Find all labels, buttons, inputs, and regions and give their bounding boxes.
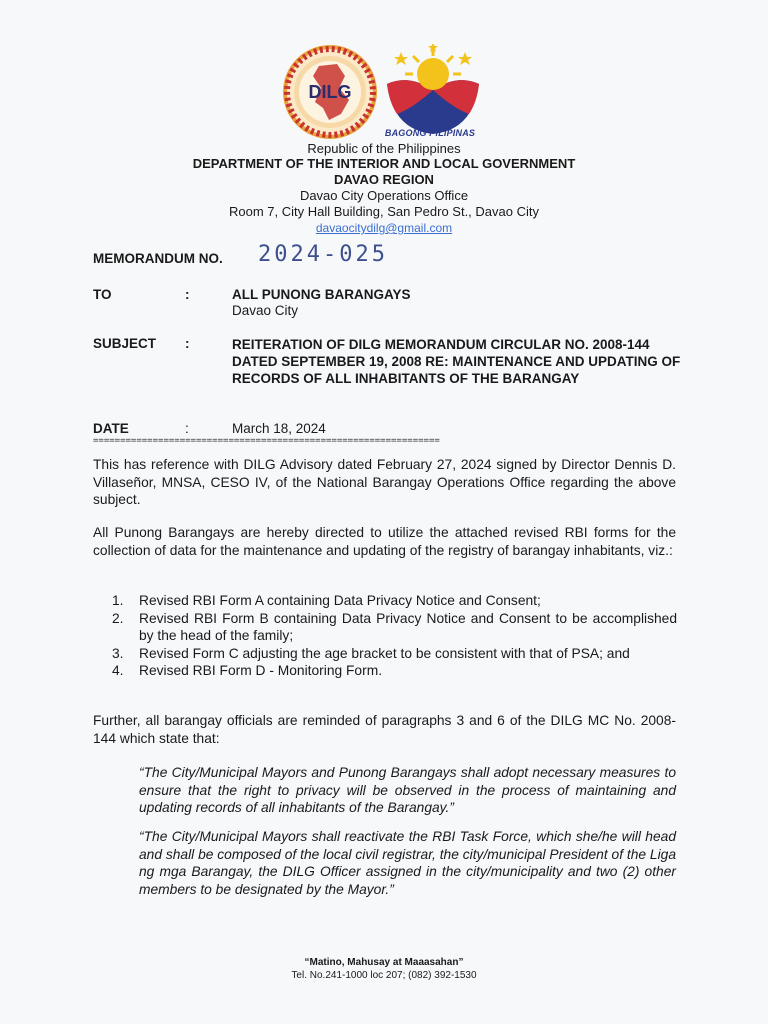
- header-logos: [279, 44, 489, 144]
- email-link[interactable]: davaocitydilg@gmail.com: [315, 221, 453, 235]
- to-value: ALL PUNONG BARANGAYS: [232, 287, 411, 302]
- dilg-seal-logo: [279, 44, 381, 140]
- to-label: TO: [93, 287, 112, 302]
- forms-list: [112, 592, 677, 680]
- list-item-text: Revised RBI Form A containing Data Privacy Notice and Consent;: [139, 593, 541, 608]
- body-paragraph-2: All Punong Barangays are hereby directed to utilize the attached revised RBI forms for the collection of data for the maintenance and updating of the registry of barangay inhabitants, viz.:: [93, 525, 676, 558]
- list-item-number: 1.: [112, 593, 124, 608]
- body-paragraph-3: Further, all barangay officials are reminded of paragraphs 3 and 6 of the DILG MC No. 2008-144 which state that:: [93, 713, 676, 746]
- subject-label: SUBJECT: [93, 336, 157, 351]
- divider-line: ================================================================: [93, 436, 440, 446]
- body-paragraph-1: This has reference with DILG Advisory dated February 27, 2024 signed by Director Dennis D. Villaseñor, MNSA, CESO IV, of the National Barangay Operations Office regarding the above subject.: [93, 457, 676, 507]
- office-name: Davao City Operations Office: [299, 188, 469, 203]
- to-colon: :: [185, 287, 190, 302]
- date-colon: :: [185, 421, 189, 436]
- subject-value: REITERATION OF DILG MEMORANDUM CIRCULAR NO. 2008-144 DATED SEPTEMBER 19, 2008 RE: MAINTENANCE AND UPDATING OF RECORDS OF ALL INHABITANTS OF THE BARANGAY: [232, 337, 681, 386]
- list-item-number: 2.: [112, 610, 124, 626]
- footer-telephone: Tel. No.241-1000 loc 207; (082) 392-1530: [291, 970, 477, 981]
- to-subvalue: Davao City: [232, 303, 299, 318]
- list-item: [112, 645, 677, 663]
- memo-number-value: 2024-025: [258, 242, 388, 267]
- bagong-pilipinas-text: BAGONG PILIPINAS: [384, 128, 476, 138]
- republic-line: Republic of the Philippines: [307, 141, 461, 156]
- bagong-pilipinas-logo: [383, 44, 483, 140]
- office-address: Room 7, City Hall Building, San Pedro St., Davao City: [229, 204, 539, 219]
- list-item-number: 4.: [112, 663, 124, 678]
- list-item: [112, 610, 677, 645]
- list-item-text: Revised RBI Form D - Monitoring Form.: [139, 663, 383, 678]
- list-item: [112, 662, 677, 680]
- memo-number-label: MEMORANDUM NO.: [93, 251, 223, 266]
- list-item-text: Revised Form C adjusting the age bracket to be consistent with that of PSA; and: [139, 645, 630, 661]
- seal-text: DILG: [308, 82, 352, 102]
- quote-paragraph-6: “The City/Municipal Mayors shall reactivate the RBI Task Force, which she/he will head and shall be composed of the local civil registrar, the city/municipal President of the Liga ng mga Barangay, the DILG Officer assigned in the city/municipality and two (2) other members to be designated by the Mayor.”: [139, 829, 676, 897]
- department-name: DEPARTMENT OF THE INTERIOR AND LOCAL GOVERNMENT: [192, 156, 576, 171]
- date-value: March 18, 2024: [232, 421, 326, 436]
- quote-paragraph-3: “The City/Municipal Mayors and Punong Barangays shall adopt necessary measures to ensure that the right to privacy will be observed in the process of maintaining and updating records of all inhabitants of the Barangay.”: [139, 765, 676, 815]
- region-name: DAVAO REGION: [334, 172, 434, 187]
- list-item: [112, 592, 677, 610]
- footer-motto: “Matino, Mahusay at Maaasahan”: [304, 957, 464, 968]
- subject-colon: :: [185, 336, 190, 351]
- list-item-text: Revised RBI Form B containing Data Privacy Notice and Consent to be accomplished by the head of the family;: [139, 610, 677, 643]
- date-label: DATE: [93, 421, 129, 436]
- list-item-number: 3.: [112, 645, 124, 661]
